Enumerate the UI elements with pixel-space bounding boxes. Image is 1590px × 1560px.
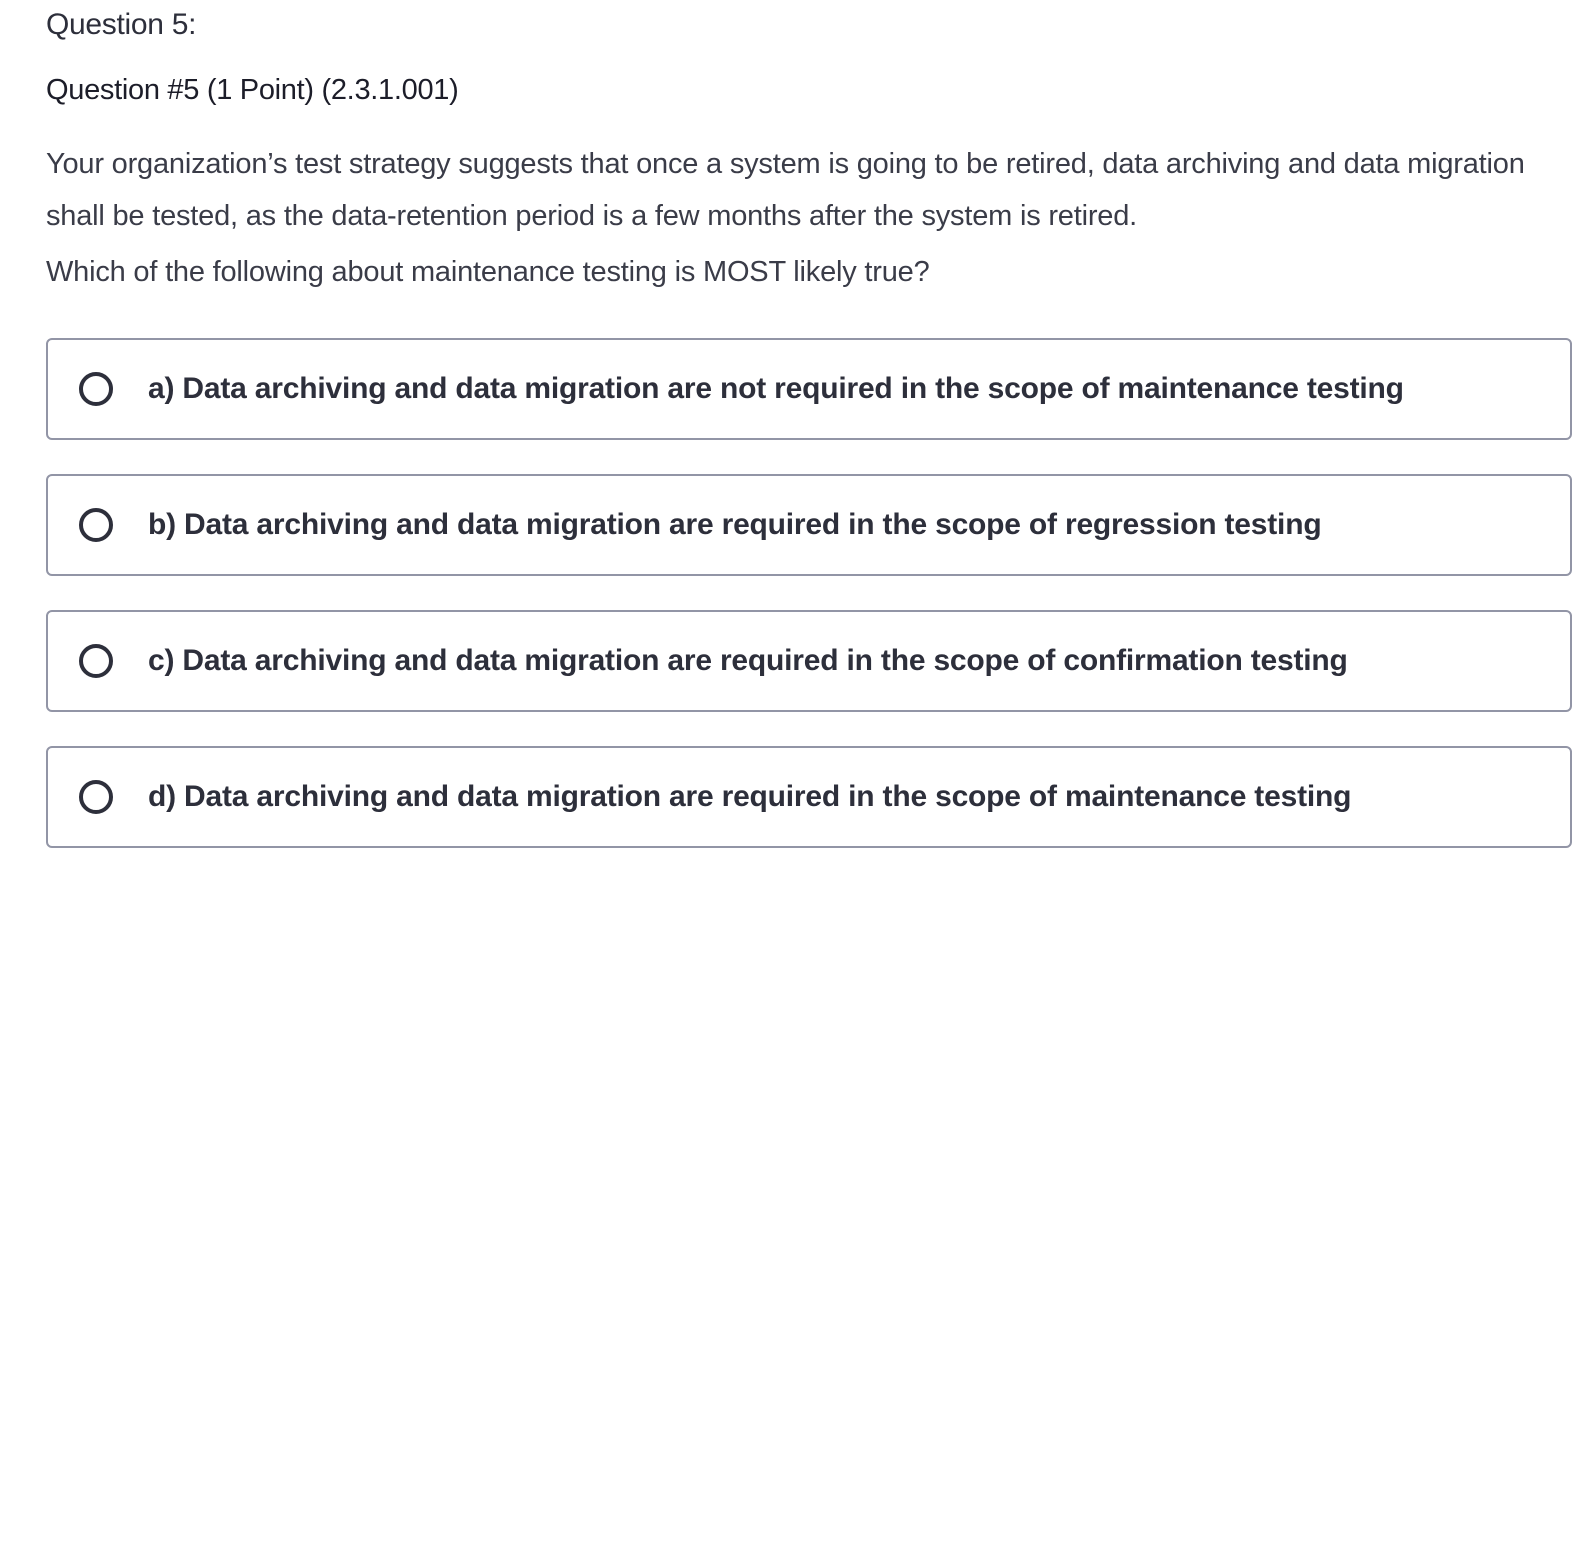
radio-unchecked-icon[interactable]	[79, 644, 113, 678]
option-d[interactable]	[46, 746, 1572, 848]
radio-unchecked-icon[interactable]	[79, 508, 113, 542]
radio-unchecked-icon[interactable]	[79, 372, 113, 406]
question-header: Question 5:	[46, 8, 197, 41]
option-label: d) Data archiving and data migration are required in the scope of maintenance testing	[148, 780, 1352, 813]
question-title: Question #5 (1 Point) (2.3.1.001)	[46, 74, 459, 106]
option-label: b) Data archiving and data migration are required in the scope of regression testing	[148, 508, 1322, 541]
radio-unchecked-icon[interactable]	[79, 780, 113, 814]
option-a[interactable]	[46, 338, 1572, 440]
option-b[interactable]	[46, 474, 1572, 576]
option-label: a) Data archiving and data migration are not required in the scope of maintenance testing	[148, 372, 1404, 405]
option-label: c) Data archiving and data migration are required in the scope of confirmation testing	[148, 644, 1348, 677]
question-prompt: Which of the following about maintenance testing is MOST likely true?	[46, 256, 930, 288]
question-body: Your organization’s test strategy suggests that once a system is going to be retired, data archiving and data migration shall be tested, as the data-retention period is a few months after the system is retired.	[46, 148, 1525, 232]
answer-options	[46, 338, 1572, 882]
option-c[interactable]	[46, 610, 1572, 712]
